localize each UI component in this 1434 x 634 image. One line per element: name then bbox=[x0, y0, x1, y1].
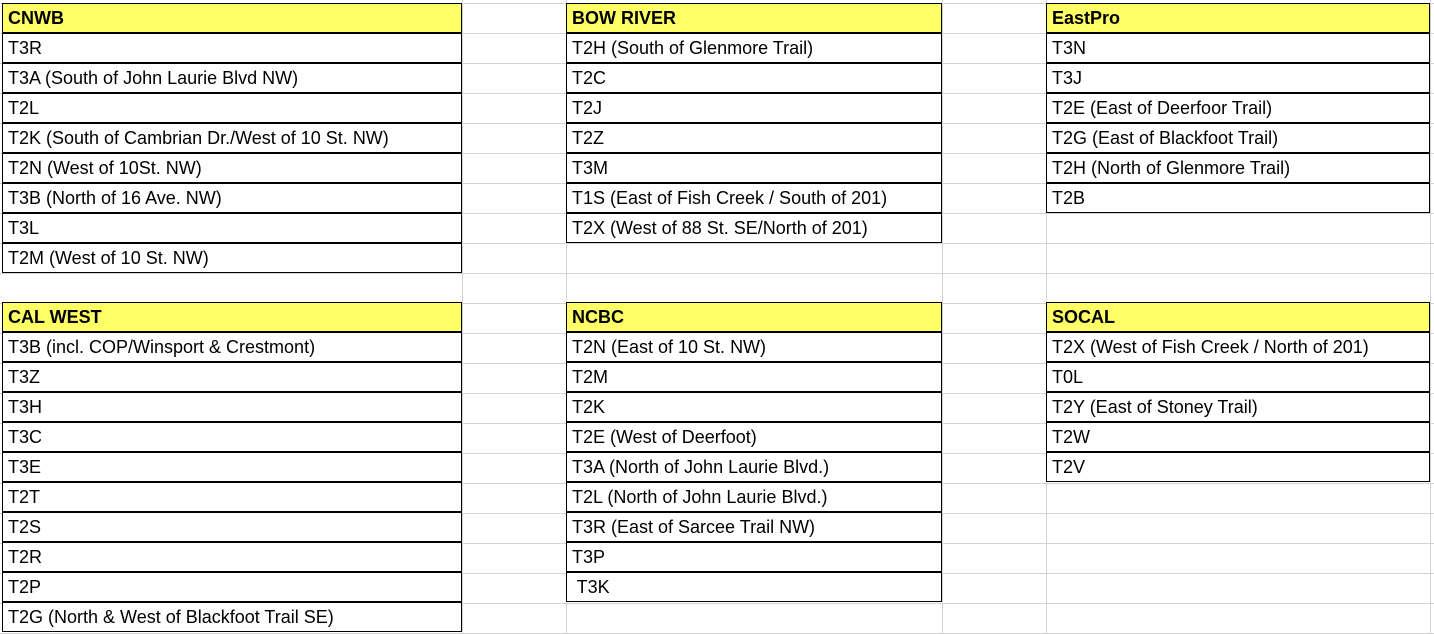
group-header[interactable]: EastPro bbox=[1046, 3, 1430, 33]
postal-row[interactable]: T2B bbox=[1046, 183, 1430, 213]
postal-row[interactable]: T3A (South of John Laurie Blvd NW) bbox=[2, 63, 462, 93]
postal-row[interactable]: T3B (incl. COP/Winsport & Crestmont) bbox=[2, 332, 462, 362]
postal-row[interactable]: T2E (East of Deerfoor Trail) bbox=[1046, 93, 1430, 123]
postal-row[interactable]: T2P bbox=[2, 572, 462, 602]
postal-row[interactable]: T2G (North & West of Blackfoot Trail SE) bbox=[2, 602, 462, 632]
postal-row[interactable]: T2E (West of Deerfoot) bbox=[566, 422, 942, 452]
gridline-vertical bbox=[462, 0, 463, 634]
postal-row[interactable]: T2G (East of Blackfoot Trail) bbox=[1046, 123, 1430, 153]
postal-row[interactable]: T3M bbox=[566, 153, 942, 183]
gridline-vertical bbox=[1430, 0, 1431, 634]
postal-row[interactable]: T1S (East of Fish Creek / South of 201) bbox=[566, 183, 942, 213]
postal-row[interactable]: T3P bbox=[566, 542, 942, 572]
postal-row[interactable]: T2K bbox=[566, 392, 942, 422]
postal-row[interactable]: T2N (East of 10 St. NW) bbox=[566, 332, 942, 362]
postal-row[interactable]: T2L (North of John Laurie Blvd.) bbox=[566, 482, 942, 512]
postal-row[interactable]: T2X (West of Fish Creek / North of 201) bbox=[1046, 332, 1430, 362]
group-header[interactable]: BOW RIVER bbox=[566, 3, 942, 33]
postal-row[interactable]: T3C bbox=[2, 422, 462, 452]
postal-row[interactable]: T2M bbox=[566, 362, 942, 392]
postal-row[interactable]: T2N (West of 10St. NW) bbox=[2, 153, 462, 183]
postal-row[interactable]: T3Z bbox=[2, 362, 462, 392]
postal-row[interactable]: T3N bbox=[1046, 33, 1430, 63]
group-header[interactable]: SOCAL bbox=[1046, 302, 1430, 332]
group-header[interactable]: NCBC bbox=[566, 302, 942, 332]
postal-row[interactable]: T2L bbox=[2, 93, 462, 123]
postal-row[interactable]: T0L bbox=[1046, 362, 1430, 392]
postal-row[interactable]: T2Z bbox=[566, 123, 942, 153]
postal-row[interactable]: T2C bbox=[566, 63, 942, 93]
group-header[interactable]: CNWB bbox=[2, 3, 462, 33]
gridline-horizontal bbox=[0, 273, 1434, 274]
postal-row[interactable]: T2V bbox=[1046, 452, 1430, 482]
postal-row[interactable]: T3A (North of John Laurie Blvd.) bbox=[566, 452, 942, 482]
postal-row[interactable]: T3E bbox=[2, 452, 462, 482]
postal-row[interactable]: T2X (West of 88 St. SE/North of 201) bbox=[566, 213, 942, 243]
postal-row[interactable]: T2Y (East of Stoney Trail) bbox=[1046, 392, 1430, 422]
postal-row[interactable]: T3H bbox=[2, 392, 462, 422]
postal-row[interactable]: T2J bbox=[566, 93, 942, 123]
postal-row[interactable]: T3J bbox=[1046, 63, 1430, 93]
postal-row[interactable]: T2K (South of Cambrian Dr./West of 10 St. NW) bbox=[2, 123, 462, 153]
postal-row[interactable]: T2T bbox=[2, 482, 462, 512]
postal-row[interactable]: T2S bbox=[2, 512, 462, 542]
postal-row[interactable]: T3B (North of 16 Ave. NW) bbox=[2, 183, 462, 213]
gridline-vertical bbox=[942, 0, 943, 634]
postal-row[interactable]: T2H (North of Glenmore Trail) bbox=[1046, 153, 1430, 183]
postal-row[interactable]: T3L bbox=[2, 213, 462, 243]
postal-row[interactable]: T2M (West of 10 St. NW) bbox=[2, 243, 462, 273]
postal-row[interactable]: T3R bbox=[2, 33, 462, 63]
postal-row[interactable]: T2R bbox=[2, 542, 462, 572]
postal-row[interactable]: T3R (East of Sarcee Trail NW) bbox=[566, 512, 942, 542]
postal-row[interactable]: T2W bbox=[1046, 422, 1430, 452]
postal-row[interactable]: T2H (South of Glenmore Trail) bbox=[566, 33, 942, 63]
postal-row[interactable]: T3K bbox=[566, 572, 942, 602]
group-header[interactable]: CAL WEST bbox=[2, 302, 462, 332]
